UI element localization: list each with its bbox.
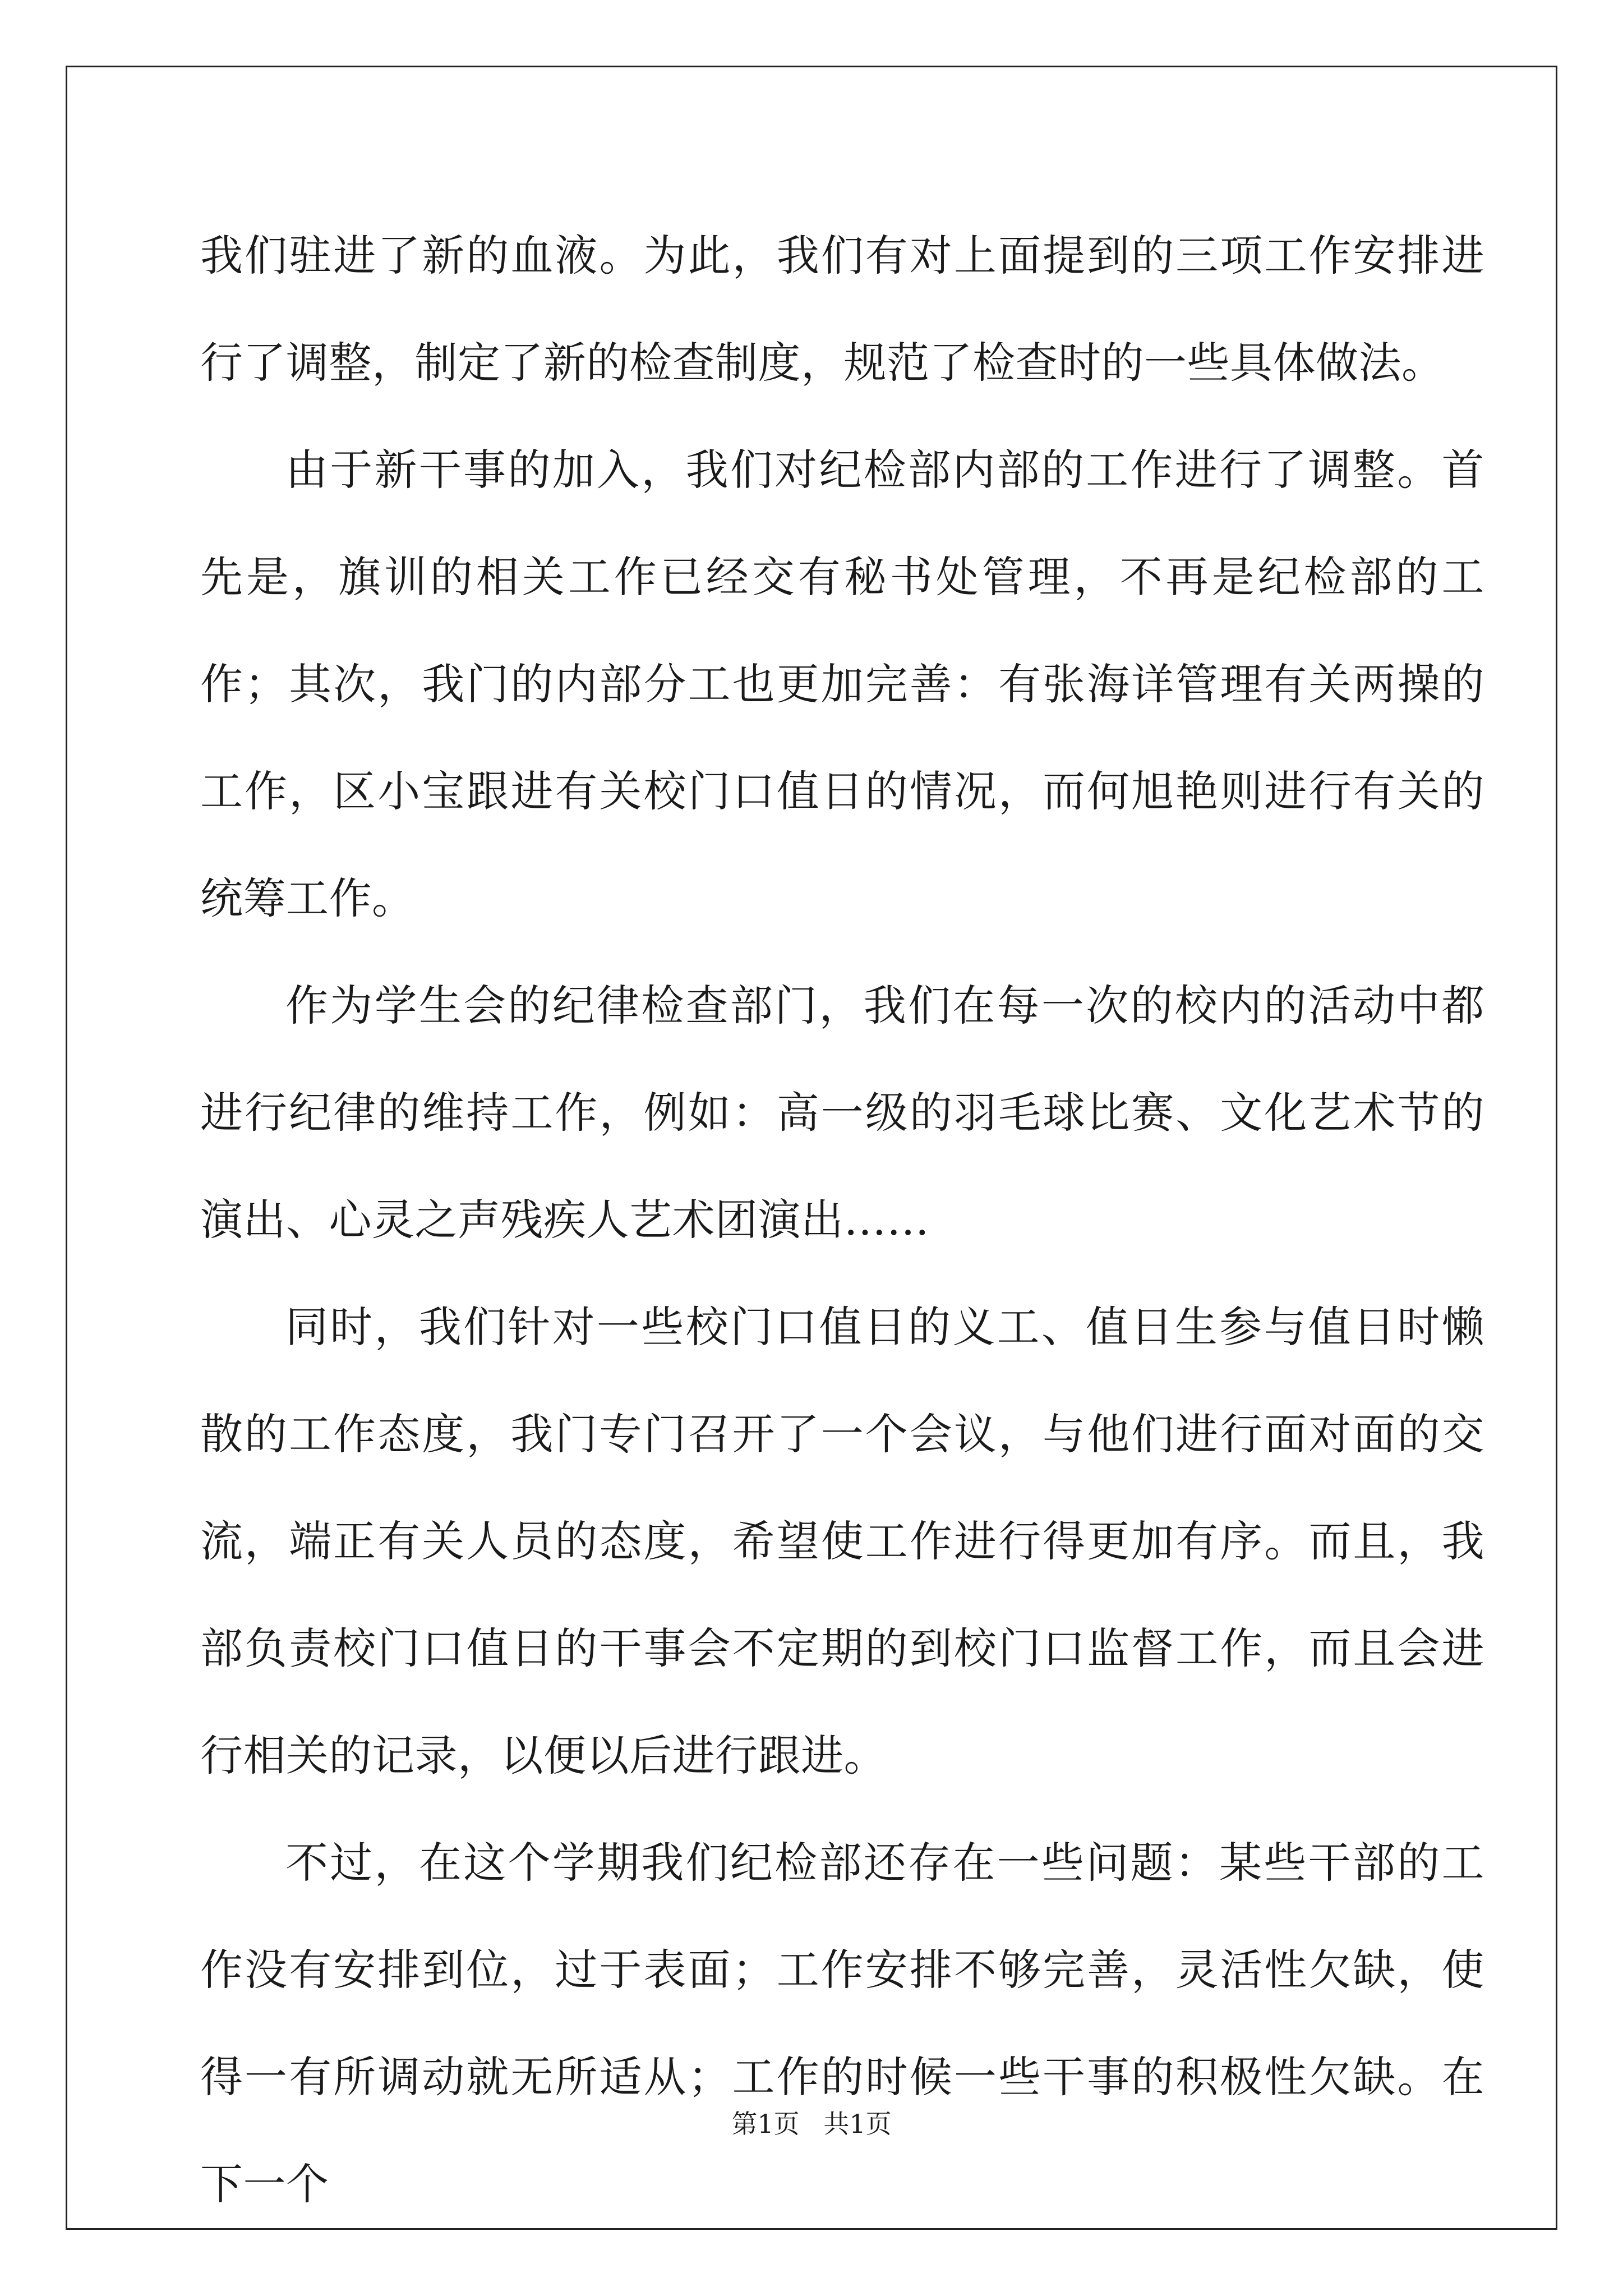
paragraph-2: 由于新干事的加入，我们对纪检部内部的工作进行了调整。首先是，旗训的相关工作已经交有秘书处管理，不再是纪检部的工作；其次，我门的内部分工也更加完善：有张海详管理有关两操的工作，区小宝跟进有关校门口值日的情况，而何旭艳则进行有关的统筹工作。 <box>200 445 1484 923</box>
paragraph-3: 作为学生会的纪律检查部门，我们在每一次的校内的活动中都进行纪律的维持工作，例如：高一级的羽毛球比赛、文化艺术节的演出、心灵之声残疾人艺术团演出…… <box>200 981 1484 1245</box>
page-footer <box>0 2104 1623 2141</box>
page-number: 第1页 <box>731 2109 800 2139</box>
paragraph-5: 不过，在这个学期我们纪检部还存在一些问题：某些干部的工作没有安排到位，过于表面；工作安排不够完善，灵活性欠缺，使得一有所调动就无所适从；工作的时候一些干事的积极性欠缺。在下一个 <box>200 1838 1484 2209</box>
paragraph-1: 我们驻进了新的血液。为此，我们有对上面提到的三项工作安排进行了调整，制定了新的检查制度，规范了检查时的一些具体做法。 <box>200 231 1484 388</box>
page-total: 共1页 <box>823 2109 892 2139</box>
paragraph-4: 同时，我们针对一些校门口值日的义工、值日生参与值日时懒散的工作态度，我门专门召开了一个会议，与他们进行面对面的交流，端正有关人员的态度，希望使工作进行得更加有序。而且，我部负责校门口值日的干事会不定期的到校门口监督工作，而且会进行相关的记录，以便以后进行跟进。 <box>200 1302 1484 1780</box>
document-body <box>200 202 1484 2238</box>
